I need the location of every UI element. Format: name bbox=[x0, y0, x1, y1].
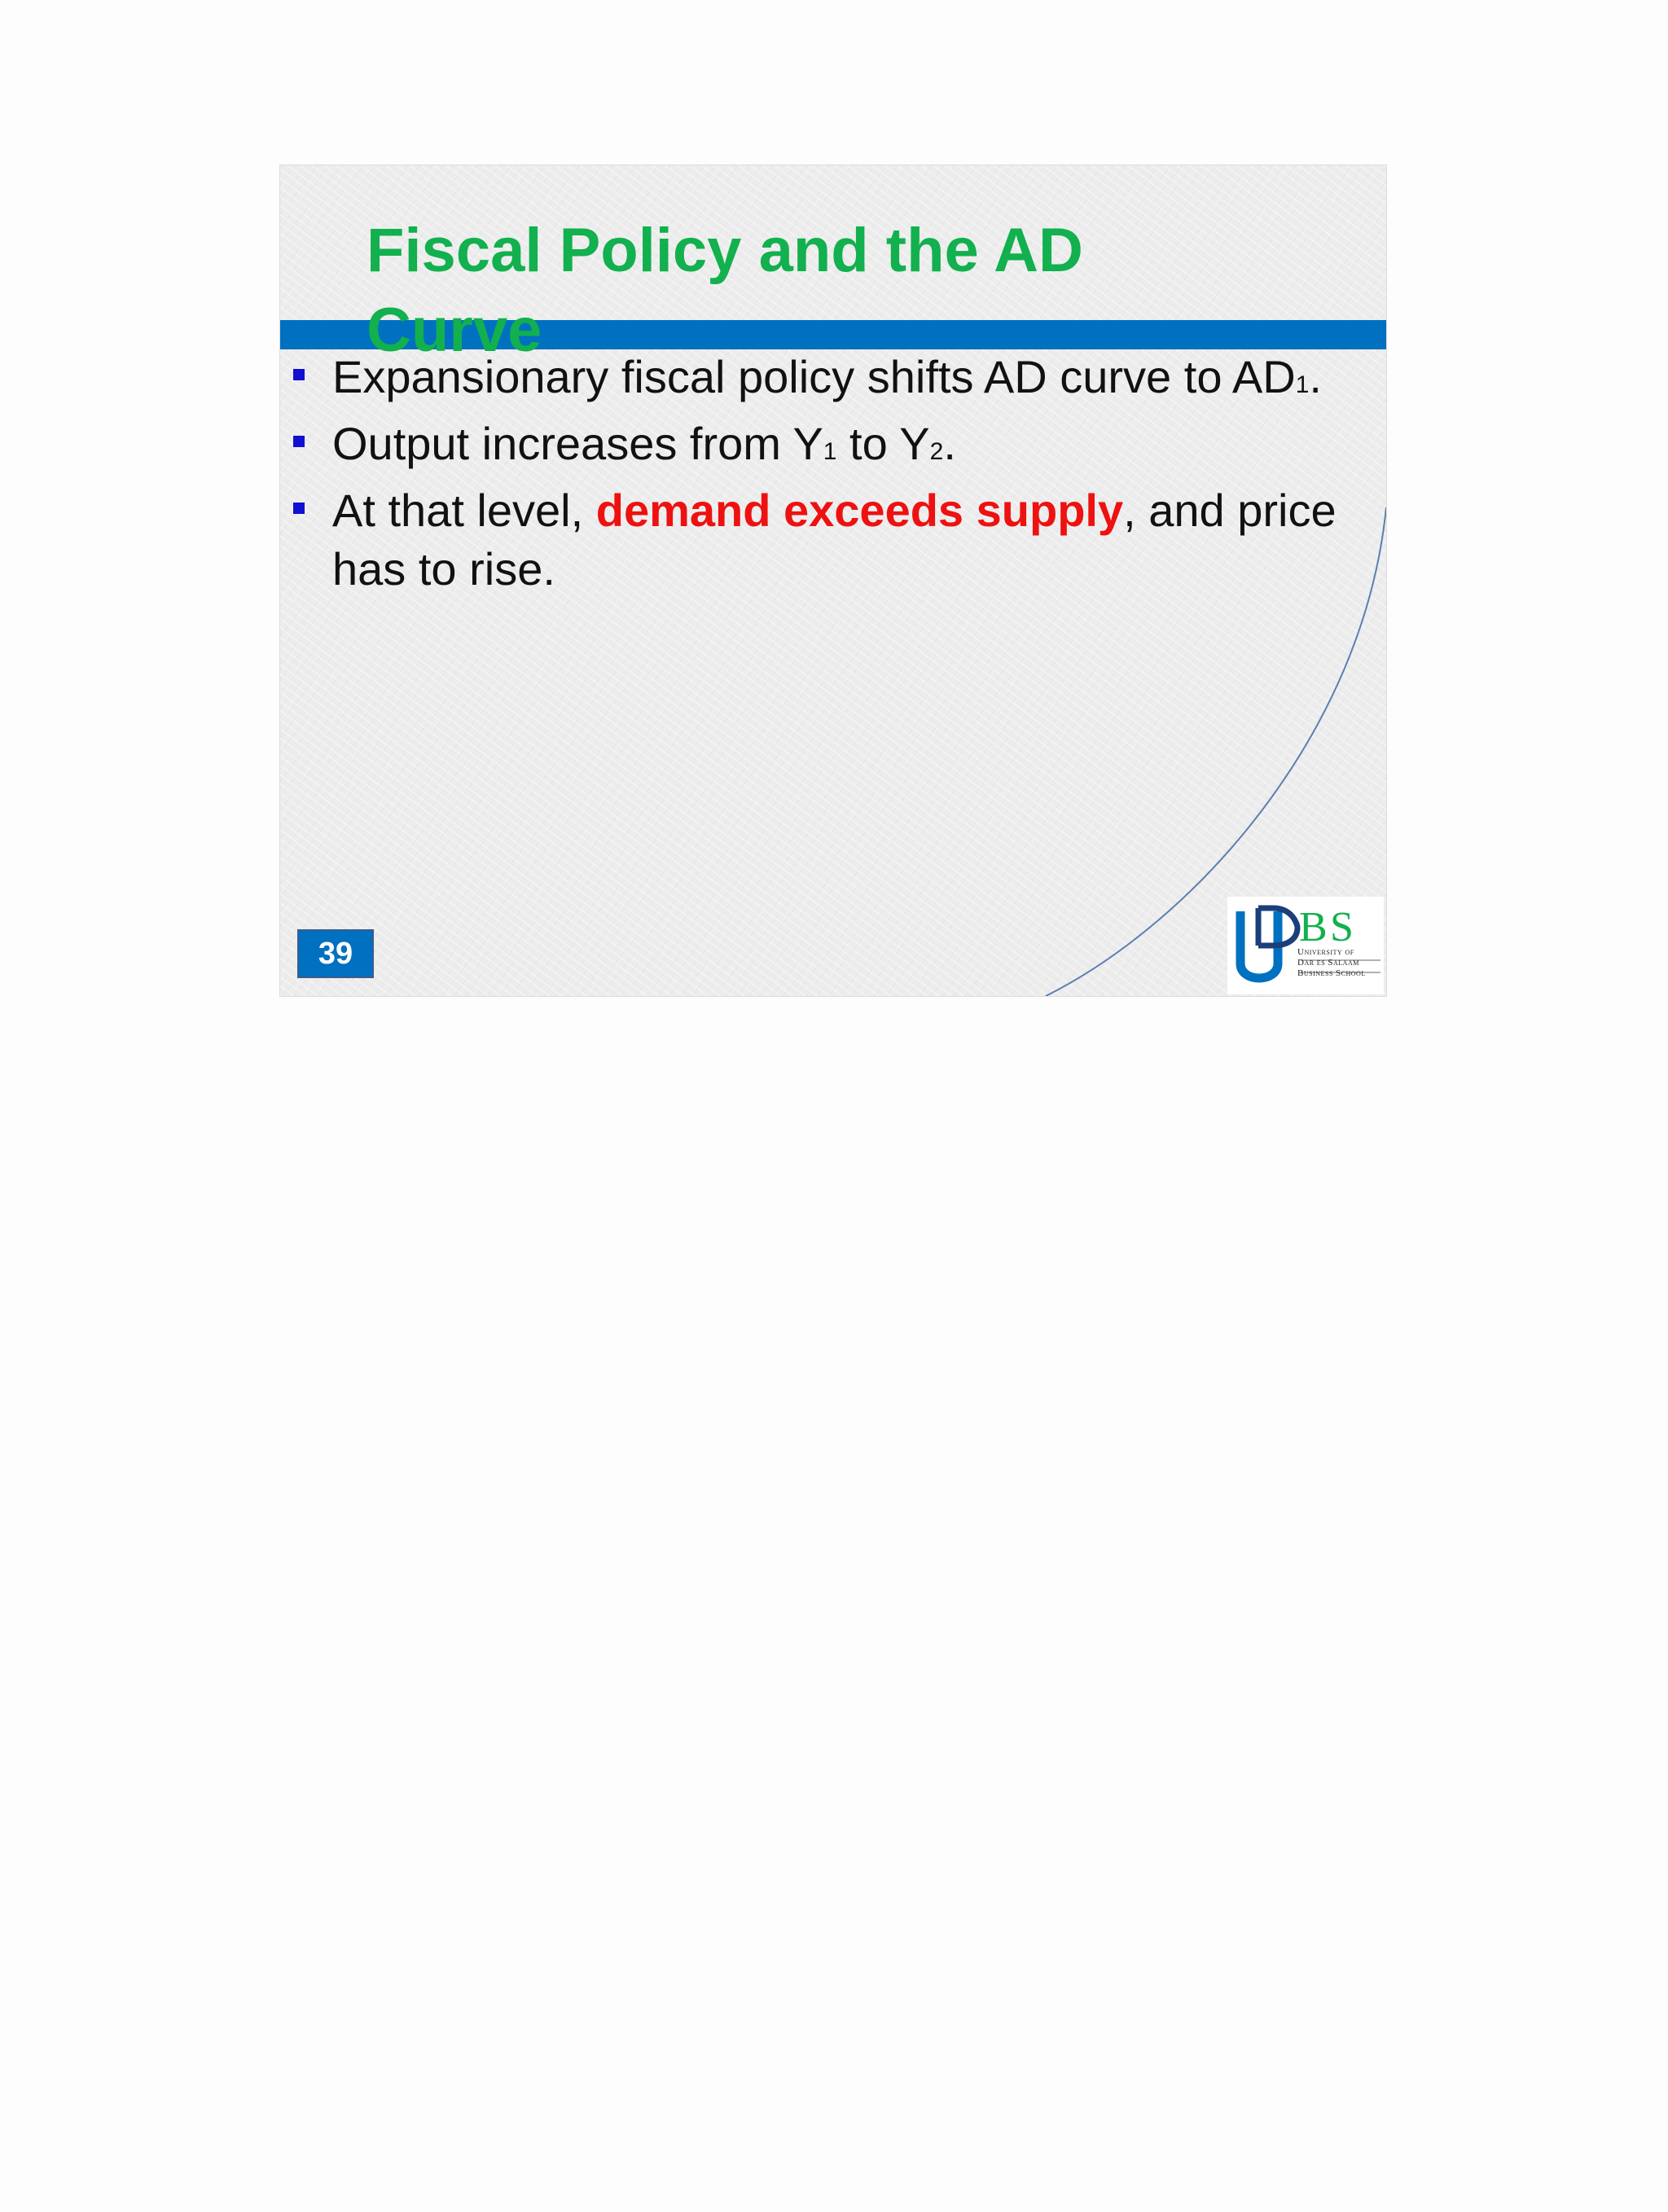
square-bullet-icon bbox=[293, 436, 305, 447]
bullet-item bbox=[293, 481, 1352, 599]
highlighted-text: demand exceeds supply bbox=[595, 485, 1124, 536]
bullet-item bbox=[293, 348, 1352, 415]
square-bullet-icon bbox=[293, 503, 305, 514]
slide-title-line-2: Curve bbox=[367, 296, 542, 365]
slide-title bbox=[367, 211, 1181, 371]
svg-text:B: B bbox=[1299, 904, 1328, 950]
logo-caption-line: University of bbox=[1297, 947, 1354, 957]
bullet-text-end: . bbox=[1309, 351, 1322, 402]
slide-number: 39 bbox=[297, 929, 374, 978]
bullet-list bbox=[293, 348, 1352, 599]
logo-caption-line: Business School bbox=[1297, 968, 1366, 978]
logo-caption-line: Dar es Salaam bbox=[1297, 958, 1359, 968]
subscript: 2 bbox=[929, 438, 944, 465]
logo-caption bbox=[1297, 947, 1382, 979]
bullet-text: Output increases from Y bbox=[332, 418, 823, 469]
udbs-logo bbox=[1227, 897, 1384, 994]
bullet-text-end: . bbox=[943, 418, 956, 469]
slide bbox=[279, 165, 1387, 997]
slide-title-line-1: Fiscal Policy and the AD bbox=[367, 216, 1083, 285]
bullet-text: Expansionary fiscal policy shifts AD curve to AD bbox=[332, 351, 1296, 402]
square-bullet-icon bbox=[293, 369, 305, 380]
subscript: 1 bbox=[823, 438, 837, 465]
svg-text:S: S bbox=[1330, 904, 1354, 950]
bullet-text-end: , and price has to rise. bbox=[332, 485, 1337, 595]
bullet-item bbox=[293, 415, 1352, 481]
bullet-text-middle: to Y bbox=[836, 418, 930, 469]
subscript: 1 bbox=[1295, 371, 1310, 398]
bullet-text: At that level, bbox=[332, 485, 596, 536]
